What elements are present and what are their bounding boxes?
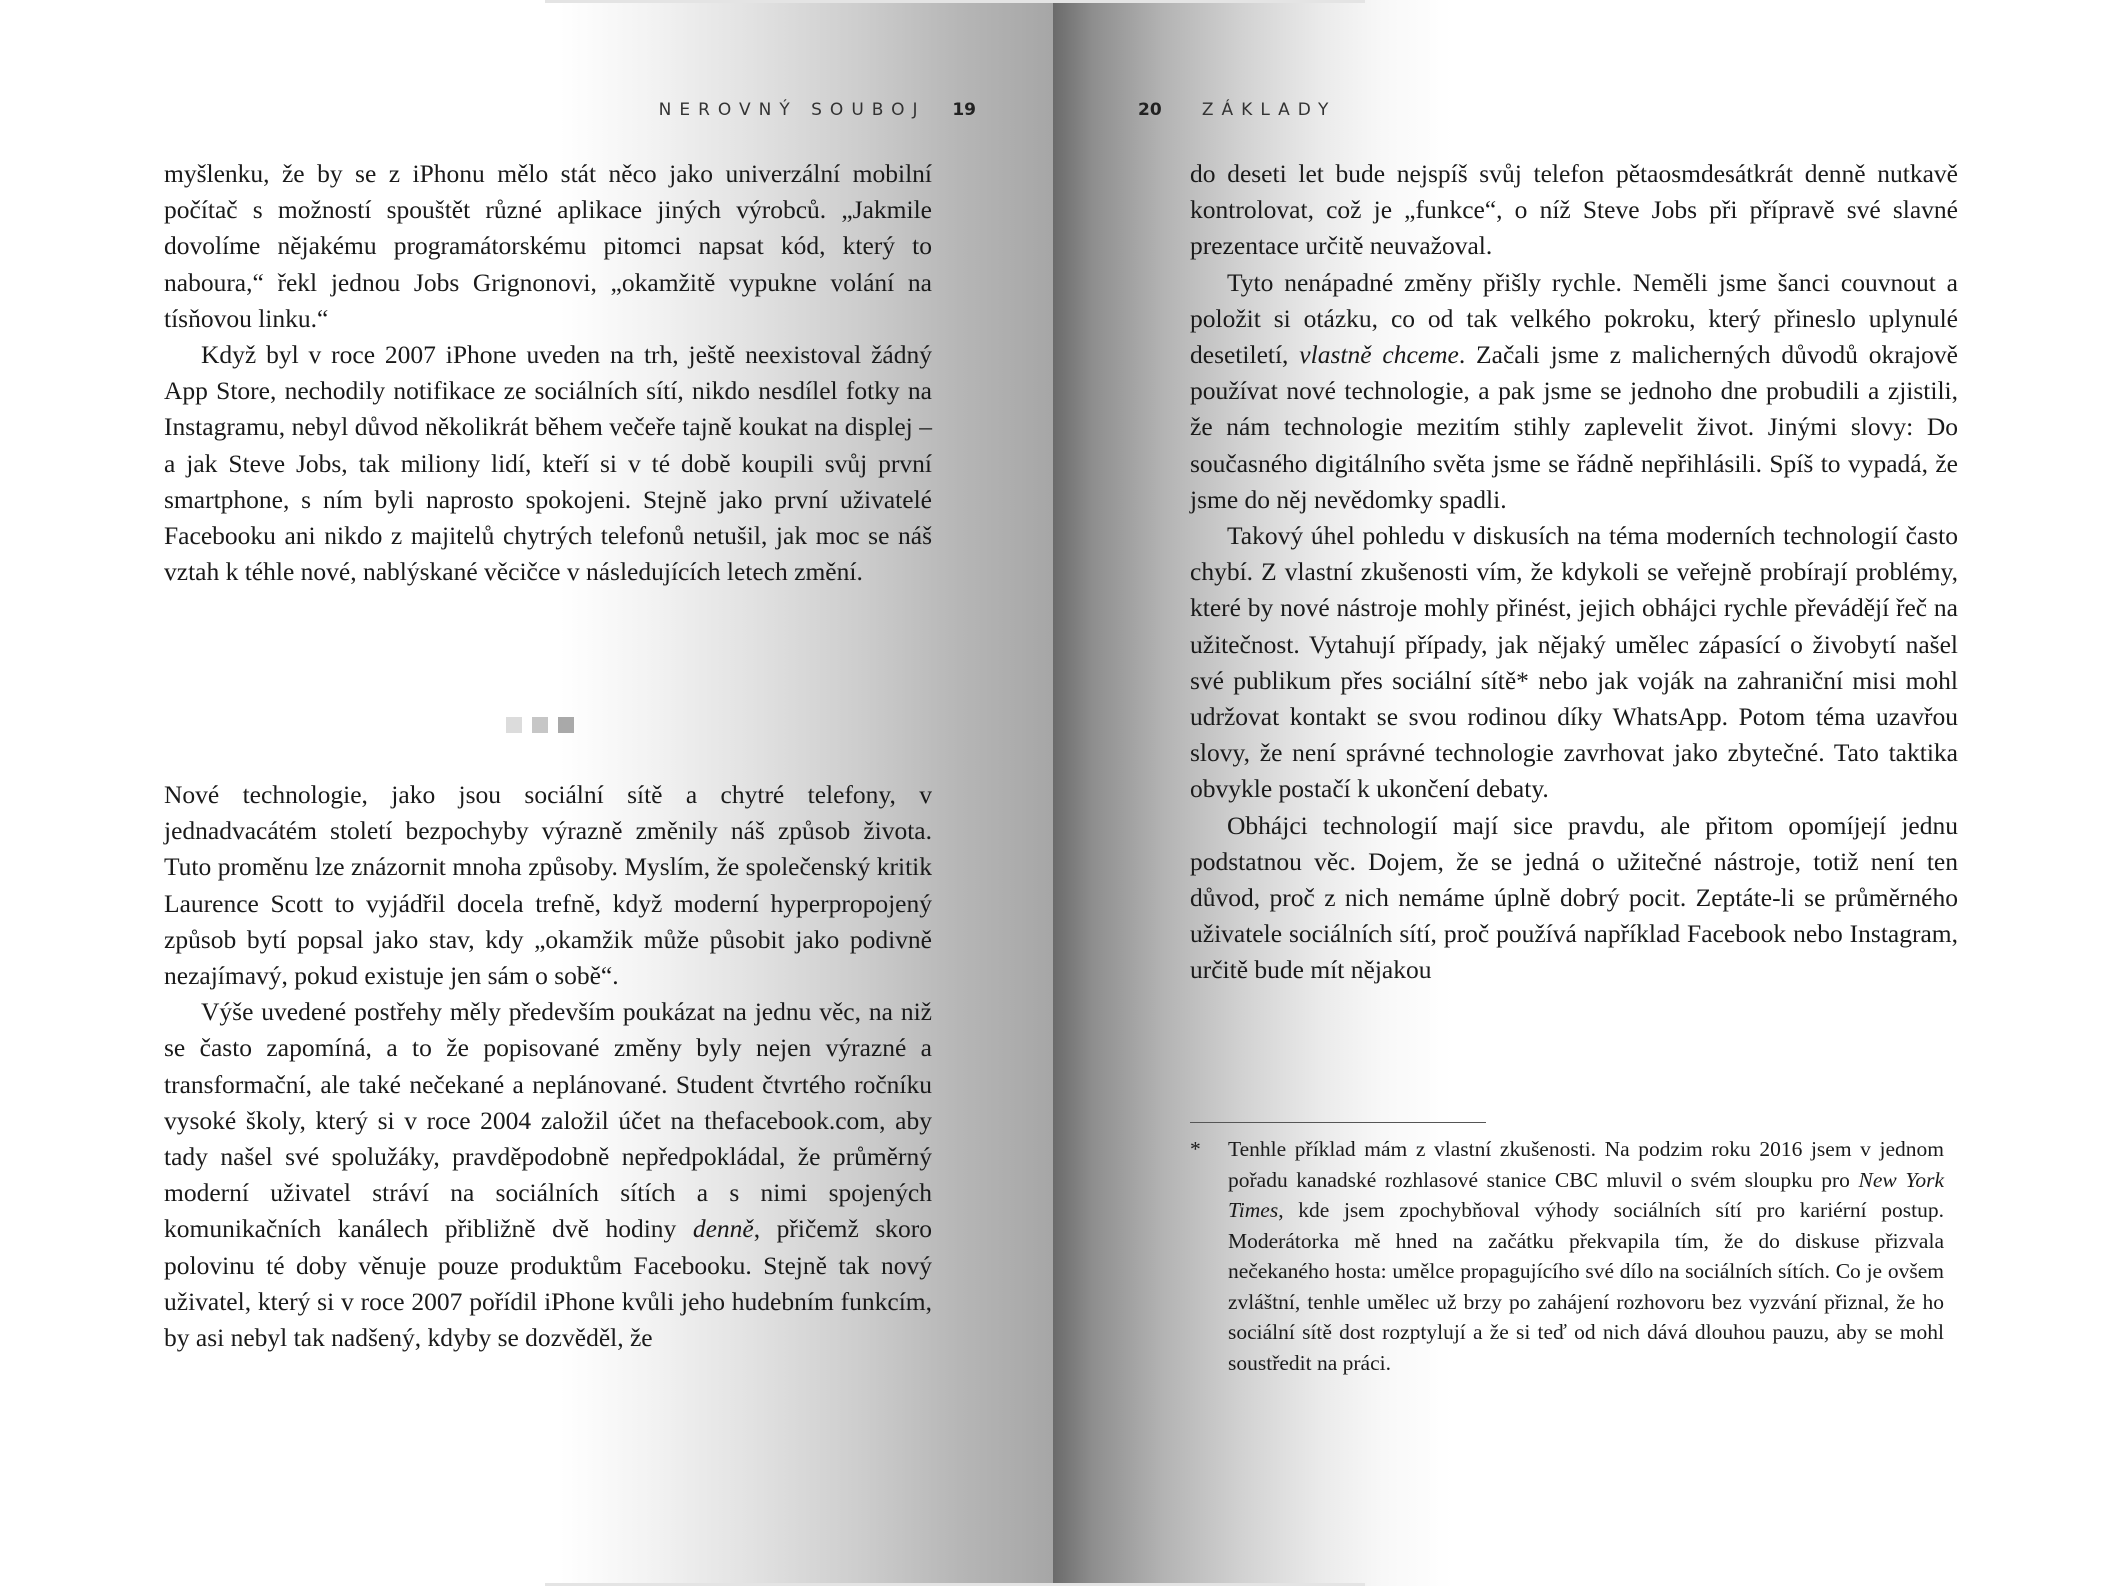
paragraph: Když byl v roce 2007 iPhone uveden na trh, ještě neexistoval žádný App Store, nechodily notifikace ze sociálních sítí, nikdo nesdílel fotky na Instagramu, nebyl důvod několikrát během večeře tajně koukat na displej – a jak Steve Jobs, tak miliony lidí, kteří si v té době koupili svůj první smartphone, s ním byli naprosto spokojeni. Stejně jako první uživatelé Facebooku ani nikdo z majitelů chytrých telefonů netušil, jak moc se náš vztah k téhle nové, nablýskané věcičce v následujících letech změní. xyxy=(164,340,932,587)
emphasis-text: denně xyxy=(692,1214,754,1244)
emphasis-text: New York Times xyxy=(1228,1167,1944,1222)
paragraph-text: Výše uvedené postřehy měly především poukázat na jednu věc, na niž se často zapomíná, a to že popisované změny byly nejen výrazné a transformační, ale také nečekané a neplánované. Student čtvrtého ročníku vysoké školy, který si v roce 2004 založil účet na thefacebook.com, aby tady našel své spolužáky, pravděpodobně nepředpokládal, že průměrný moderní uživatel stráví na sociálních sítích a s nimi spojených komunikačních kanálech přibližně dvě hodiny xyxy=(164,997,932,1244)
header-title-left: NEROVNÝ SOUBOJ xyxy=(658,100,926,120)
paragraph: Nové technologie, jako jsou sociální sítě a chytré telefony, v jednadvacátém století bezpochyby výrazně změnily náš způsob života. Tuto proměnu lze znázornit mnoha způsoby. Myslím, že společenský kritik Laurence Scott to vyjádřil docela trefně, když moderní hyperpropojený způsob bytí popsal jako stav, kdy „okamžik může působit jako podivně nezajímavý, pokud existuje jen sám o sobě“. xyxy=(164,780,932,991)
footnote-body xyxy=(1228,1134,1944,1378)
ornament-square xyxy=(558,717,574,733)
section-break-ornament xyxy=(506,717,574,733)
left-text-bottom xyxy=(164,777,932,1356)
ornament-square xyxy=(532,717,548,733)
page-number-left: 19 xyxy=(952,100,976,120)
paragraph: Obhájci technologií mají sice pravdu, ale přitom opomíjejí jednu podstatnou věc. Dojem, že se jedná o užitečné nástroje, totiž není ten důvod, proč z nich nemáme úplně dobrý pocit. Zeptáte-li se průměrného uživatele sociálních sítí, proč používá například Facebook nebo Instagram, určitě bude mít nějakou xyxy=(1190,810,1958,985)
footnote-rule xyxy=(1190,1122,1486,1123)
page-number-right: 20 xyxy=(1138,100,1162,120)
page-edge-top xyxy=(545,0,1053,3)
paragraph: Takový úhel pohledu v diskusích na téma moderních technologií často chybí. Z vlastní zkušenosti vím, že kdykoli se veřejně probírají problémy, které by nové nástroje mohly přinést, jejich obhájci rychle převádějí řeč na užitečnost. Vytahují případy, jak nějaký umělec zápasící o živobytí našel své publikum přes sociální sítě* nebo jak voják na zahraniční misi mohl udržovat kontakt se svou rodinou díky WhatsApp. Potom téma uzavřou slovy, že není správné technologie zavrhovat jako zbytečné. Tato taktika obvykle postačí k ukončení debaty. xyxy=(1190,521,1958,804)
paragraph: do deseti let bude nejspíš svůj telefon pětaosmdesátkrát denně nutkavě kontrolovat, což je „funkce“, o níž Steve Jobs při přípravě své slavné prezentace určitě neuvažoval. xyxy=(1190,159,1958,261)
footnote xyxy=(1190,1134,1944,1378)
paragraph-text: . Začali jsme z malicherných důvodů okrajově používat nové technologie, a pak jsme se jednoho dne probudili a zjistili, že nám technologie mezitím stihly zaplevelit život. Jinými slovy: Do současného digitálního světa jsme se řádně nepřihlásili. Spíš to vypadá, že jsme do něj nevědomky spadli. xyxy=(1190,340,1958,514)
paragraph: myšlenku, že by se z iPhonu mělo stát něco jako univerzální mobilní počítač s možností spouštět různé aplikace jiných výrobců. „Jakmile dovolíme nějakému programátorskému pitomci napsat kód, který to naboura,“ řekl jednou Jobs Grignonovi, „okamžitě vypukne volání na tísňovou linku.“ xyxy=(164,159,932,333)
paragraph xyxy=(1190,265,1958,518)
emphasis-text: vlastně chceme xyxy=(1299,340,1459,370)
header-title-right: ZÁKLADY xyxy=(1201,100,1337,120)
right-text xyxy=(1190,156,1958,989)
running-head-left xyxy=(659,100,976,120)
running-head-right xyxy=(1138,100,1336,120)
ornament-square xyxy=(506,717,522,733)
left-text-top xyxy=(164,156,932,590)
paragraph-text: Tyto nenápadné změny přišly rychle. Neměli jsme šanci couvnout a položit si otázku, co od tak velkého pokroku, který přineslo uplynulé desetiletí, xyxy=(1190,267,1958,370)
paragraph xyxy=(164,994,932,1356)
footnote-text: , kde jsem zpochybňoval výhody sociálních sítí pro kariérní postup. Moderátorka mě hned na začátku překvapila tím, že do diskuse přizvala nečekaného hosta: umělce propagujícího své dílo na sociálních sítích. Co je ovšem zvláštní, tenhle umělec už brzy po zahájení rozhovoru bez vyzvání přiznal, že ho sociální sítě dost rozptylují a že si teď od nich dává dlouhou pauzu, aby se mohl soustředit na práci. xyxy=(1228,1198,1944,1375)
page-edge-top xyxy=(1053,0,1365,3)
footnote-text: Tenhle příklad mám z vlastní zkušenosti. Na podzim roku 2016 jsem v jednom pořadu kanadské rozhlasové stanice CBC mluvil o svém sloupku pro xyxy=(1228,1137,1944,1192)
paragraph-text: , přičemž skoro polovinu té doby věnuje pouze produktům Facebooku. Stejně tak nový uživatel, který si v roce 2007 pořídil iPhone kvůli jeho hudebním funkcím, by asi nebyl tak nadšený, kdyby se dozvěděl, že xyxy=(164,1214,933,1353)
footnote-mark: * xyxy=(1190,1137,1201,1161)
